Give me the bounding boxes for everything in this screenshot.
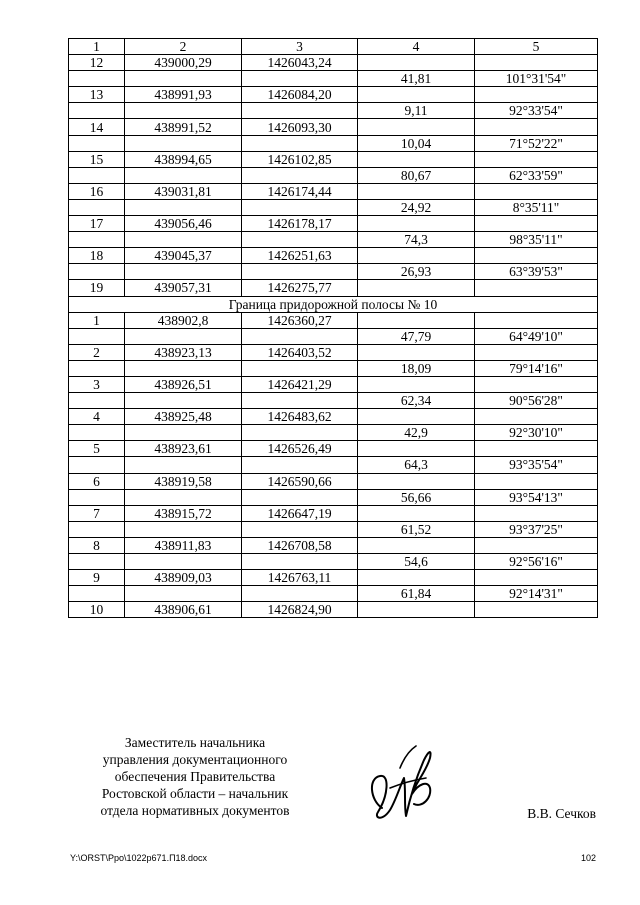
point-number-cell: 10 bbox=[69, 602, 125, 618]
x-coordinate-cell: 438991,52 bbox=[125, 119, 242, 135]
point-number-cell bbox=[69, 264, 125, 280]
column-header: 2 bbox=[125, 39, 242, 55]
y-coordinate-cell: 1426251,63 bbox=[242, 248, 358, 264]
y-coordinate-cell bbox=[242, 554, 358, 570]
x-coordinate-cell: 439045,37 bbox=[125, 248, 242, 264]
distance-cell bbox=[358, 602, 475, 618]
point-number-cell: 2 bbox=[69, 344, 125, 360]
y-coordinate-cell: 1426178,17 bbox=[242, 216, 358, 232]
distance-cell bbox=[358, 409, 475, 425]
y-coordinate-cell: 1426421,29 bbox=[242, 376, 358, 392]
point-number-cell: 12 bbox=[69, 55, 125, 71]
angle-cell bbox=[475, 248, 598, 264]
angle-cell: 92°14'31" bbox=[475, 586, 598, 602]
angle-cell: 93°35'54" bbox=[475, 457, 598, 473]
point-number-cell: 8 bbox=[69, 537, 125, 553]
column-header: 4 bbox=[358, 39, 475, 55]
y-coordinate-cell bbox=[242, 328, 358, 344]
x-coordinate-cell: 439057,31 bbox=[125, 280, 242, 296]
distance-cell bbox=[358, 216, 475, 232]
point-number-cell bbox=[69, 521, 125, 537]
table-row bbox=[69, 521, 598, 537]
table-row bbox=[69, 505, 598, 521]
x-coordinate-cell bbox=[125, 328, 242, 344]
table-row bbox=[69, 119, 598, 135]
angle-cell: 101°31'54" bbox=[475, 71, 598, 87]
x-coordinate-cell: 439000,29 bbox=[125, 55, 242, 71]
position-line: обеспечения Правительства bbox=[114, 769, 276, 784]
signer-name: В.В. Сечков bbox=[527, 806, 596, 821]
angle-cell bbox=[475, 183, 598, 199]
y-coordinate-cell: 1426763,11 bbox=[242, 570, 358, 586]
y-coordinate-cell bbox=[242, 489, 358, 505]
table-row bbox=[69, 151, 598, 167]
y-coordinate-cell bbox=[242, 457, 358, 473]
x-coordinate-cell: 438919,58 bbox=[125, 473, 242, 489]
table-row bbox=[69, 360, 598, 376]
point-number-cell: 4 bbox=[69, 409, 125, 425]
table-row bbox=[69, 199, 598, 215]
point-number-cell bbox=[69, 71, 125, 87]
angle-cell bbox=[475, 602, 598, 618]
angle-cell: 62°33'59" bbox=[475, 167, 598, 183]
point-number-cell: 16 bbox=[69, 183, 125, 199]
table-row bbox=[69, 103, 598, 119]
table-row bbox=[69, 135, 598, 151]
point-number-cell bbox=[69, 360, 125, 376]
distance-cell bbox=[358, 441, 475, 457]
x-coordinate-cell: 438911,83 bbox=[125, 537, 242, 553]
x-coordinate-cell bbox=[125, 71, 242, 87]
distance-cell: 56,66 bbox=[358, 489, 475, 505]
point-number-cell: 6 bbox=[69, 473, 125, 489]
y-coordinate-cell: 1426647,19 bbox=[242, 505, 358, 521]
point-number-cell bbox=[69, 425, 125, 441]
table-row bbox=[69, 409, 598, 425]
table-row bbox=[69, 489, 598, 505]
y-coordinate-cell bbox=[242, 167, 358, 183]
angle-cell bbox=[475, 537, 598, 553]
x-coordinate-cell: 438902,8 bbox=[125, 312, 242, 328]
point-number-cell bbox=[69, 199, 125, 215]
y-coordinate-cell: 1426526,49 bbox=[242, 441, 358, 457]
y-coordinate-cell bbox=[242, 135, 358, 151]
x-coordinate-cell: 438915,72 bbox=[125, 505, 242, 521]
table-row bbox=[69, 554, 598, 570]
point-number-cell bbox=[69, 232, 125, 248]
distance-cell bbox=[358, 55, 475, 71]
x-coordinate-cell: 438991,93 bbox=[125, 87, 242, 103]
angle-cell bbox=[475, 55, 598, 71]
column-header: 3 bbox=[242, 39, 358, 55]
file-path: Y:\ORST\Ppo\1022p671.П18.docx bbox=[70, 853, 208, 863]
distance-cell: 61,84 bbox=[358, 586, 475, 602]
x-coordinate-cell bbox=[125, 554, 242, 570]
x-coordinate-cell bbox=[125, 586, 242, 602]
x-coordinate-cell bbox=[125, 264, 242, 280]
table-row bbox=[69, 586, 598, 602]
distance-cell: 80,67 bbox=[358, 167, 475, 183]
page-number: 102 bbox=[580, 853, 596, 863]
y-coordinate-cell bbox=[242, 71, 358, 87]
table-row bbox=[69, 296, 598, 312]
table-row bbox=[69, 393, 598, 409]
angle-cell bbox=[475, 119, 598, 135]
angle-cell bbox=[475, 216, 598, 232]
angle-cell bbox=[475, 441, 598, 457]
distance-cell bbox=[358, 280, 475, 296]
point-number-cell: 19 bbox=[69, 280, 125, 296]
distance-cell: 26,93 bbox=[358, 264, 475, 280]
y-coordinate-cell: 1426275,77 bbox=[242, 280, 358, 296]
table-row bbox=[69, 87, 598, 103]
point-number-cell: 14 bbox=[69, 119, 125, 135]
y-coordinate-cell bbox=[242, 521, 358, 537]
distance-cell bbox=[358, 505, 475, 521]
position-line: Заместитель начальника bbox=[124, 735, 266, 750]
column-header: 1 bbox=[69, 39, 125, 55]
y-coordinate-cell: 1426093,30 bbox=[242, 119, 358, 135]
x-coordinate-cell bbox=[125, 199, 242, 215]
point-number-cell bbox=[69, 167, 125, 183]
x-coordinate-cell bbox=[125, 425, 242, 441]
distance-cell: 47,79 bbox=[358, 328, 475, 344]
y-coordinate-cell bbox=[242, 232, 358, 248]
angle-cell: 90°56'28" bbox=[475, 393, 598, 409]
x-coordinate-cell: 439056,46 bbox=[125, 216, 242, 232]
point-number-cell bbox=[69, 393, 125, 409]
angle-cell bbox=[475, 409, 598, 425]
distance-cell: 41,81 bbox=[358, 71, 475, 87]
y-coordinate-cell: 1426590,66 bbox=[242, 473, 358, 489]
table-row bbox=[69, 183, 598, 199]
angle-cell bbox=[475, 376, 598, 392]
x-coordinate-cell bbox=[125, 135, 242, 151]
table-row bbox=[69, 328, 598, 344]
distance-cell: 64,3 bbox=[358, 457, 475, 473]
table-row bbox=[69, 167, 598, 183]
distance-cell bbox=[358, 119, 475, 135]
distance-cell: 18,09 bbox=[358, 360, 475, 376]
position-line: управления документационного bbox=[102, 752, 288, 767]
table-row bbox=[69, 602, 598, 618]
x-coordinate-cell bbox=[125, 360, 242, 376]
table-row bbox=[69, 232, 598, 248]
y-coordinate-cell bbox=[242, 425, 358, 441]
table-row bbox=[69, 425, 598, 441]
angle-cell bbox=[475, 505, 598, 521]
distance-cell bbox=[358, 87, 475, 103]
point-number-cell bbox=[69, 554, 125, 570]
distance-cell bbox=[358, 183, 475, 199]
angle-cell bbox=[475, 570, 598, 586]
distance-cell bbox=[358, 248, 475, 264]
angle-cell bbox=[475, 473, 598, 489]
distance-cell bbox=[358, 151, 475, 167]
point-number-cell: 13 bbox=[69, 87, 125, 103]
x-coordinate-cell: 439031,81 bbox=[125, 183, 242, 199]
y-coordinate-cell: 1426483,62 bbox=[242, 409, 358, 425]
x-coordinate-cell bbox=[125, 232, 242, 248]
angle-cell: 92°33'54" bbox=[475, 103, 598, 119]
point-number-cell: 1 bbox=[69, 312, 125, 328]
x-coordinate-cell bbox=[125, 489, 242, 505]
angle-cell: 63°39'53" bbox=[475, 264, 598, 280]
table-row bbox=[69, 570, 598, 586]
point-number-cell: 18 bbox=[69, 248, 125, 264]
angle-cell: 93°37'25" bbox=[475, 521, 598, 537]
table-row bbox=[69, 71, 598, 87]
table-row bbox=[69, 55, 598, 71]
x-coordinate-cell bbox=[125, 167, 242, 183]
x-coordinate-cell: 438926,51 bbox=[125, 376, 242, 392]
signatory-position bbox=[80, 734, 310, 819]
distance-cell: 10,04 bbox=[358, 135, 475, 151]
point-number-cell bbox=[69, 489, 125, 505]
angle-cell bbox=[475, 87, 598, 103]
angle-cell bbox=[475, 312, 598, 328]
distance-cell: 42,9 bbox=[358, 425, 475, 441]
point-number-cell bbox=[69, 103, 125, 119]
column-header: 5 bbox=[475, 39, 598, 55]
y-coordinate-cell: 1426102,85 bbox=[242, 151, 358, 167]
distance-cell bbox=[358, 537, 475, 553]
distance-cell: 61,52 bbox=[358, 521, 475, 537]
distance-cell bbox=[358, 312, 475, 328]
point-number-cell: 5 bbox=[69, 441, 125, 457]
point-number-cell bbox=[69, 328, 125, 344]
angle-cell bbox=[475, 344, 598, 360]
handwritten-signature bbox=[360, 738, 440, 828]
table-row bbox=[69, 216, 598, 232]
distance-cell bbox=[358, 344, 475, 360]
angle-cell: 8°35'11" bbox=[475, 199, 598, 215]
table-row bbox=[69, 312, 598, 328]
y-coordinate-cell bbox=[242, 199, 358, 215]
angle-cell: 98°35'11" bbox=[475, 232, 598, 248]
x-coordinate-cell bbox=[125, 457, 242, 473]
distance-cell: 54,6 bbox=[358, 554, 475, 570]
position-line: отдела нормативных документов bbox=[100, 803, 290, 818]
distance-cell: 24,92 bbox=[358, 199, 475, 215]
table-row bbox=[69, 457, 598, 473]
angle-cell: 79°14'16" bbox=[475, 360, 598, 376]
angle-cell bbox=[475, 280, 598, 296]
table-row bbox=[69, 344, 598, 360]
point-number-cell: 17 bbox=[69, 216, 125, 232]
y-coordinate-cell bbox=[242, 264, 358, 280]
y-coordinate-cell bbox=[242, 393, 358, 409]
point-number-cell: 15 bbox=[69, 151, 125, 167]
point-number-cell: 3 bbox=[69, 376, 125, 392]
distance-cell: 74,3 bbox=[358, 232, 475, 248]
table-row bbox=[69, 441, 598, 457]
table-row bbox=[69, 248, 598, 264]
table-header-row bbox=[69, 39, 598, 55]
distance-cell: 9,11 bbox=[358, 103, 475, 119]
distance-cell bbox=[358, 376, 475, 392]
x-coordinate-cell: 438994,65 bbox=[125, 151, 242, 167]
x-coordinate-cell: 438906,61 bbox=[125, 602, 242, 618]
table-row bbox=[69, 473, 598, 489]
y-coordinate-cell: 1426403,52 bbox=[242, 344, 358, 360]
y-coordinate-cell: 1426174,44 bbox=[242, 183, 358, 199]
distance-cell bbox=[358, 473, 475, 489]
distance-cell: 62,34 bbox=[358, 393, 475, 409]
angle-cell: 64°49'10" bbox=[475, 328, 598, 344]
point-number-cell bbox=[69, 135, 125, 151]
x-coordinate-cell bbox=[125, 103, 242, 119]
table-row bbox=[69, 280, 598, 296]
table-row bbox=[69, 376, 598, 392]
table-row bbox=[69, 537, 598, 553]
point-number-cell: 9 bbox=[69, 570, 125, 586]
y-coordinate-cell: 1426708,58 bbox=[242, 537, 358, 553]
point-number-cell bbox=[69, 457, 125, 473]
x-coordinate-cell bbox=[125, 393, 242, 409]
angle-cell: 71°52'22" bbox=[475, 135, 598, 151]
coordinates-table bbox=[68, 38, 598, 618]
point-number-cell: 7 bbox=[69, 505, 125, 521]
position-line: Ростовской области – начальник bbox=[101, 786, 289, 801]
angle-cell bbox=[475, 151, 598, 167]
x-coordinate-cell bbox=[125, 521, 242, 537]
y-coordinate-cell: 1426084,20 bbox=[242, 87, 358, 103]
y-coordinate-cell bbox=[242, 103, 358, 119]
distance-cell bbox=[358, 570, 475, 586]
y-coordinate-cell: 1426043,24 bbox=[242, 55, 358, 71]
x-coordinate-cell: 438923,61 bbox=[125, 441, 242, 457]
y-coordinate-cell: 1426824,90 bbox=[242, 602, 358, 618]
x-coordinate-cell: 438925,48 bbox=[125, 409, 242, 425]
y-coordinate-cell bbox=[242, 586, 358, 602]
point-number-cell bbox=[69, 586, 125, 602]
angle-cell: 93°54'13" bbox=[475, 489, 598, 505]
y-coordinate-cell: 1426360,27 bbox=[242, 312, 358, 328]
x-coordinate-cell: 438923,13 bbox=[125, 344, 242, 360]
angle-cell: 92°30'10" bbox=[475, 425, 598, 441]
x-coordinate-cell: 438909,03 bbox=[125, 570, 242, 586]
table-row bbox=[69, 264, 598, 280]
angle-cell: 92°56'16" bbox=[475, 554, 598, 570]
section-heading-cell: Граница придорожной полосы № 10 bbox=[69, 296, 598, 312]
y-coordinate-cell bbox=[242, 360, 358, 376]
